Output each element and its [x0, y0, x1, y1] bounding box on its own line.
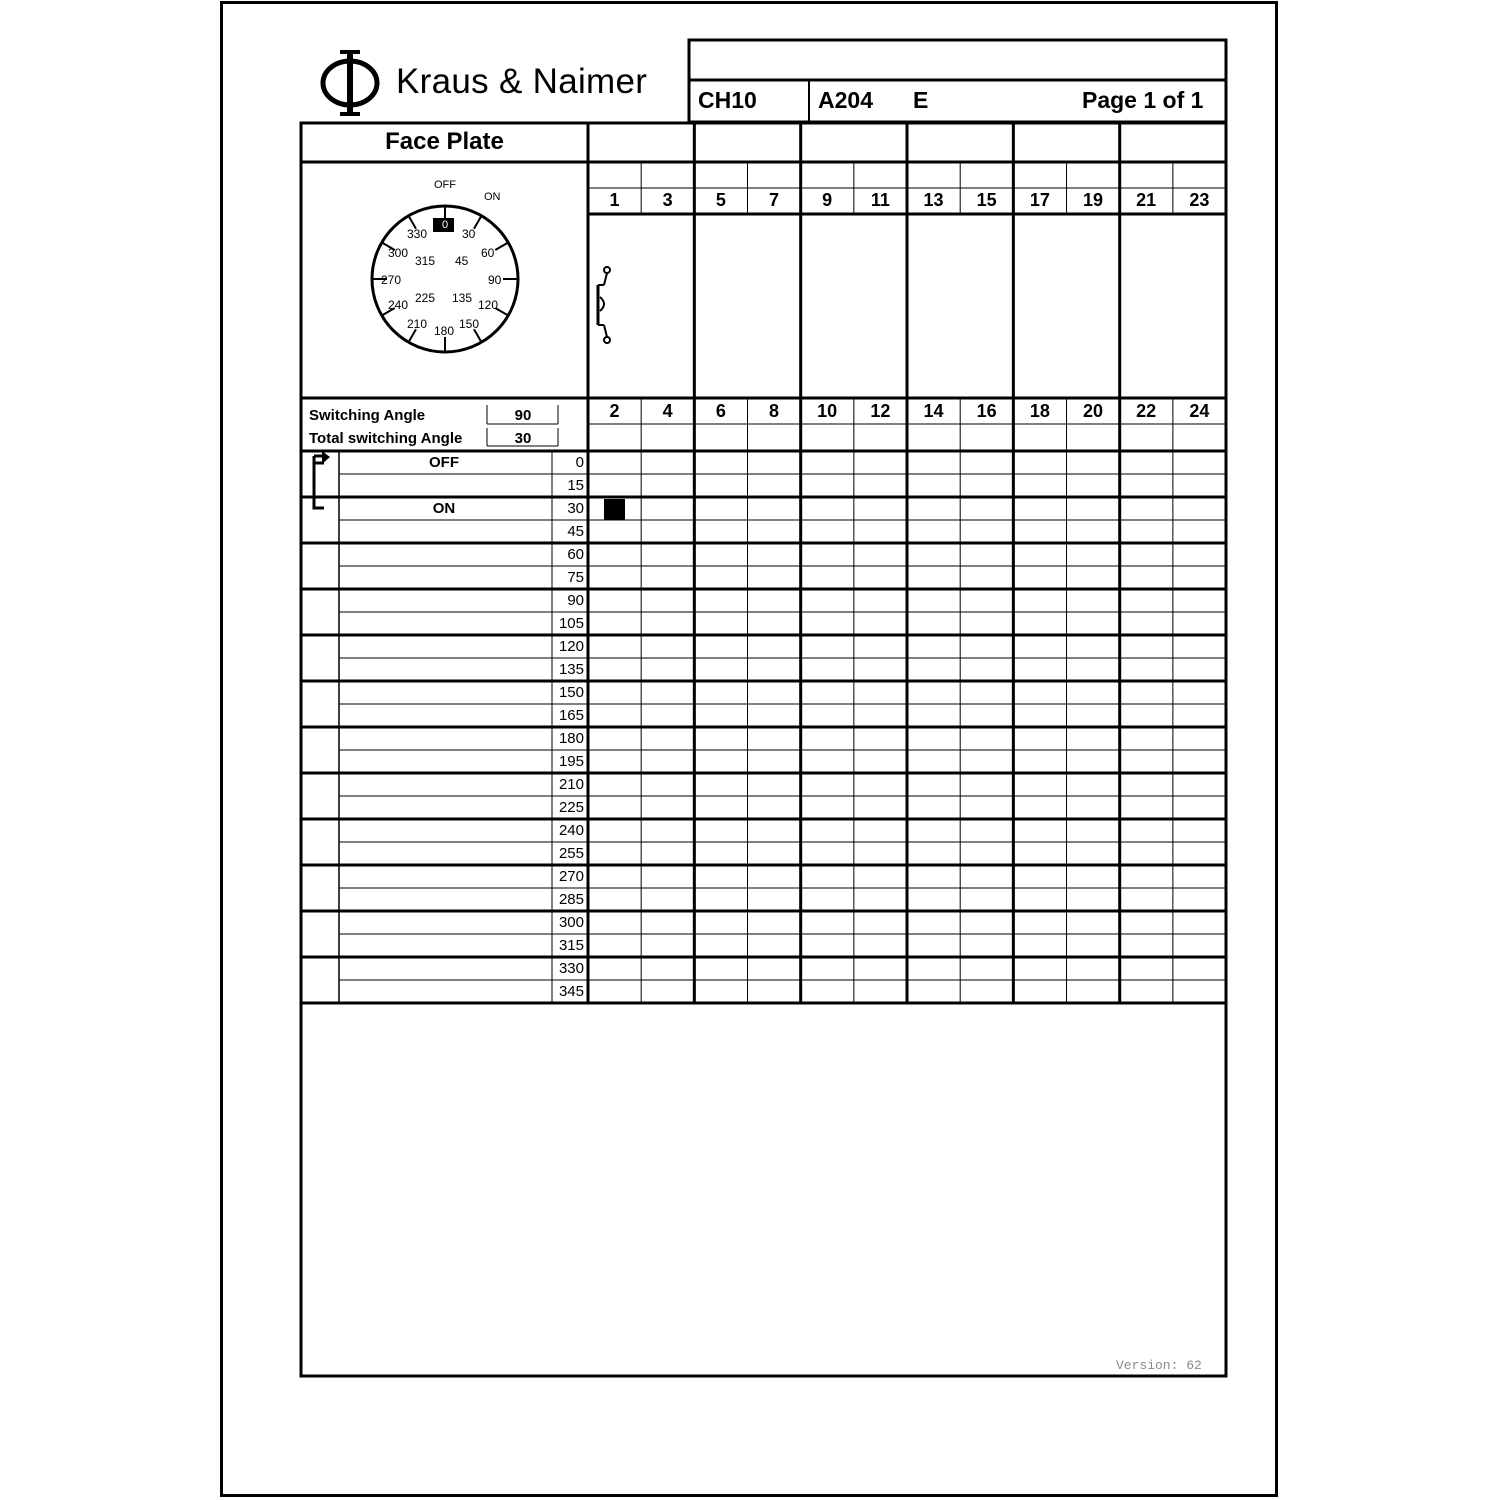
dial-label-150: 150	[459, 317, 480, 331]
position-label: OFF	[429, 454, 459, 471]
terminal-top-label: 13	[923, 190, 944, 210]
terminal-top-label: 21	[1136, 190, 1157, 210]
terminal-top-label: 17	[1029, 190, 1050, 210]
position-angle: 255	[558, 845, 584, 862]
position-angle: 180	[558, 730, 584, 747]
position-angle: 210	[558, 776, 584, 793]
contact-symbol-icon	[598, 267, 610, 343]
position-angle: 75	[567, 569, 584, 586]
position-angle: 225	[558, 799, 584, 816]
dial-tick	[495, 243, 508, 251]
position-angle: 45	[567, 523, 584, 540]
position-angle: 195	[558, 753, 584, 770]
position-label: ON	[432, 500, 456, 517]
position-angle: 120	[558, 638, 584, 655]
terminal-bottom-label: 12	[870, 401, 891, 421]
dial-label-90: 90	[488, 273, 502, 287]
position-angle: 270	[558, 868, 584, 885]
sequence-bracket-icon	[314, 456, 324, 508]
total-switching-angle-value: 30	[514, 430, 532, 447]
position-angle: 315	[558, 937, 584, 954]
position-angle: 285	[558, 891, 584, 908]
page-indicator: Page 1 of 1	[1082, 87, 1204, 113]
face-plate-title: Face Plate	[385, 128, 504, 155]
terminal-top-label: 3	[662, 190, 673, 210]
position-angle: 330	[558, 960, 584, 977]
terminal-top-label: 1	[609, 190, 620, 210]
dial-label-60: 60	[481, 246, 495, 260]
position-angle: 300	[558, 914, 584, 931]
position-angle: 30	[567, 500, 584, 517]
terminal-bottom-label: 4	[662, 401, 673, 421]
position-angle: 150	[558, 684, 584, 701]
terminal-top-label: 11	[870, 190, 890, 210]
variant-code: E	[913, 87, 929, 113]
terminal-bottom-label: 16	[976, 401, 997, 421]
position-angle: 345	[558, 983, 584, 1000]
terminal-top-label: 23	[1189, 190, 1210, 210]
terminal-bottom-label: 20	[1083, 401, 1104, 421]
dial-label-270: 270	[381, 273, 402, 287]
terminal-top-label: 7	[768, 190, 779, 210]
position-angle: 15	[567, 477, 584, 494]
terminal-bottom-label: 8	[768, 401, 779, 421]
terminal-bottom-label: 22	[1136, 401, 1157, 421]
terminal-top-label: 9	[822, 190, 833, 210]
dial-tick	[409, 329, 417, 342]
dial-off-label: OFF	[434, 179, 456, 191]
dial-label-315: 315	[415, 254, 436, 268]
total-switching-angle-label: Total switching Angle	[309, 430, 463, 447]
terminal-top-label: 19	[1083, 190, 1104, 210]
contact-closed-mark	[604, 499, 625, 520]
dial-tick	[474, 329, 482, 342]
dial-label-210: 210	[407, 317, 428, 331]
terminal-bottom-label: 24	[1189, 401, 1210, 421]
position-angle: 165	[558, 707, 584, 724]
position-angle: 105	[558, 615, 584, 632]
dial-label-135: 135	[452, 291, 473, 305]
terminal-top-label: 15	[976, 190, 997, 210]
version-label: Version: 62	[1116, 1358, 1202, 1373]
switching-angle-value: 90	[514, 407, 532, 424]
position-angle: 90	[567, 592, 584, 609]
position-angle: 240	[558, 822, 584, 839]
dial-on-label: ON	[484, 191, 501, 203]
dial-label-240: 240	[388, 298, 409, 312]
terminal-bottom-label: 14	[923, 401, 944, 421]
terminal-bottom-label: 18	[1029, 401, 1050, 421]
position-angle: 0	[575, 454, 584, 471]
model-code: CH10	[698, 87, 757, 113]
dial-label-225: 225	[415, 291, 436, 305]
dial-label-180: 180	[434, 324, 455, 338]
brand-name: Kraus & Naimer	[396, 62, 648, 101]
switching-angle-label: Switching Angle	[309, 407, 426, 424]
program-code: A204	[818, 87, 873, 113]
terminal-bottom-label: 10	[817, 401, 838, 421]
position-angle: 60	[567, 546, 584, 563]
dial-label-330: 330	[407, 227, 428, 241]
terminal-bottom-label: 2	[609, 401, 620, 421]
dial-label-120: 120	[478, 298, 499, 312]
dial-label-300: 300	[388, 246, 409, 260]
arrow-right-icon	[322, 451, 330, 464]
dial-label-45: 45	[455, 254, 469, 268]
terminal-bottom-label: 6	[715, 401, 726, 421]
dial-zero-marker: 0	[441, 219, 449, 231]
terminal-top-label: 5	[715, 190, 726, 210]
dial-label-30: 30	[462, 227, 476, 241]
position-angle: 135	[558, 661, 584, 678]
